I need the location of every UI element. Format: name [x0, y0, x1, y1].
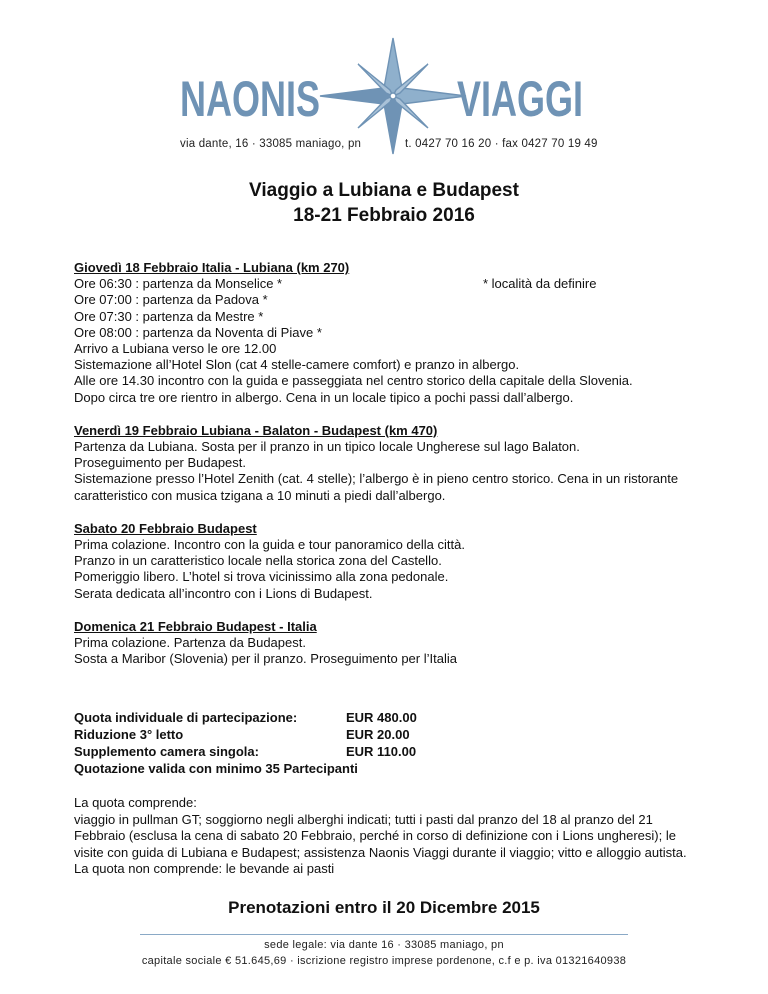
itinerary-line: Prima colazione. Partenza da Budapest.: [74, 635, 306, 651]
itinerary-line: Sistemazione presso l’Hotel Zenith (cat. 4 stelle); l’albergo è in pieno centro storico. Cena in un ristorante: [74, 471, 679, 487]
day-block: [74, 619, 714, 668]
day-heading: Giovedì 18 Febbraio Italia - Lubiana (km 270): [74, 260, 350, 275]
pricing-table: [74, 709, 417, 777]
itinerary-line: Alle ore 14.30 incontro con la guida e passeggiata nel centro storico della capitale della Slovenia.: [74, 373, 633, 389]
itinerary-line: Pranzo in un caratteristico locale nella storica zona del Castello.: [74, 553, 442, 569]
itinerary-line: Dopo circa tre ore rientro in albergo. Cena in un locale tipico a pochi passi dall’albergo.: [74, 389, 574, 405]
itinerary-line: Pomeriggio libero. L’hotel si trova vicinissimo alla zona pedonale.: [74, 569, 449, 585]
inclusions-line: Febbraio (esclusa la cena di sabato 20 Febbraio, perché in corso di definizione con i Lions ungheresi); le: [74, 828, 676, 843]
price-validity: Quotazione valida con minimo 35 Partecipanti: [74, 761, 358, 776]
day-heading: Venerdì 19 Febbraio Lubiana - Balaton - Budapest (km 470): [74, 422, 438, 438]
itinerary-line: Prima colazione. Incontro con la guida e tour panoramico della città.: [74, 537, 465, 553]
price-value: EUR 480.00: [346, 710, 417, 725]
inclusions-line: visite con guida di Lubiana e Budapest; assistenza Naonis Viaggi durante il viaggio; vitto e alloggio autista.: [74, 844, 687, 860]
itinerary-line: Partenza da Lubiana. Sosta per il pranzo in un tipico locale Ungherese sul lago Balaton.: [74, 439, 580, 455]
brand-name-left: NAONIS: [180, 71, 321, 127]
itinerary-line: Serata dedicata all’incontro con i Lions di Budapest.: [74, 585, 373, 601]
price-row: [74, 726, 410, 743]
brand-name-right: VIAGGI: [457, 71, 584, 127]
itinerary-line: Ore 08:00 : partenza da Noventa di Piave *: [74, 324, 322, 340]
itinerary-line: caratteristico con musica tzigana a 10 minuti a piedi dall’albergo.: [74, 487, 446, 503]
booking-deadline: Prenotazioni entro il 20 Dicembre 2015: [228, 898, 540, 917]
document-dates: 18-21 Febbraio 2016: [293, 205, 475, 226]
address-left: via dante, 16 · 33085 maniago, pn: [180, 138, 362, 150]
footer-legal-address: sede legale: via dante 16 · 33085 maniago, pn: [264, 939, 504, 951]
itinerary-line: Arrivo a Lubiana verso le ore 12.00: [74, 341, 277, 357]
day-heading: Domenica 21 Febbraio Budapest - Italia: [74, 618, 317, 634]
itinerary-line: Sistemazione all’Hotel Slon (cat 4 stelle-camere comfort) e pranzo in albergo.: [74, 357, 520, 373]
day-block: [74, 521, 714, 602]
letterhead: [0, 18, 768, 158]
price-value: EUR 110.00: [346, 744, 417, 759]
inclusions-line: viaggio in pullman GT; soggiorno negli alberghi indicati; tutti i pasti dal pranzo del 18 al pranzo del 21: [74, 811, 653, 827]
inclusions: [74, 795, 714, 878]
itinerary-line: Ore 07:30 : partenza da Mestre *: [74, 308, 264, 324]
itinerary-line: Ore 07:00 : partenza da Padova *: [74, 292, 268, 308]
price-label: Riduzione 3° letto: [74, 727, 184, 742]
inclusions-line: La quota non comprende: le bevande ai pasti: [74, 861, 335, 876]
price-value: EUR 20.00: [346, 727, 410, 742]
footnote-locations: * località da definire: [483, 276, 597, 291]
day-block: [74, 260, 714, 406]
day-block: [74, 423, 714, 504]
price-label: Supplemento camera singola:: [74, 744, 259, 759]
day-heading: Sabato 20 Febbraio Budapest: [74, 520, 257, 536]
itinerary: [74, 260, 714, 667]
price-row: [74, 743, 417, 760]
footer-divider: [140, 934, 628, 935]
itinerary-line: Proseguimento per Budapest.: [74, 455, 246, 471]
contact-numbers: t. 0427 70 16 20 · fax 0427 70 19 49: [405, 138, 598, 150]
document-title: Viaggio a Lubiana e Budapest: [249, 180, 519, 201]
price-row: [74, 709, 417, 726]
itinerary-line: Sosta a Maribor (Slovenia) per il pranzo. Proseguimento per l’Italia: [74, 651, 457, 667]
itinerary-line: Ore 06:30 : partenza da Monselice *: [74, 276, 283, 292]
footer-company-info: capitale sociale € 51.645,69 · iscrizione registro imprese pordenone, c.f e p. iva 01321640938: [141, 955, 627, 967]
inclusions-line: La quota comprende:: [74, 795, 197, 810]
price-label: Quota individuale di partecipazione:: [74, 710, 298, 725]
